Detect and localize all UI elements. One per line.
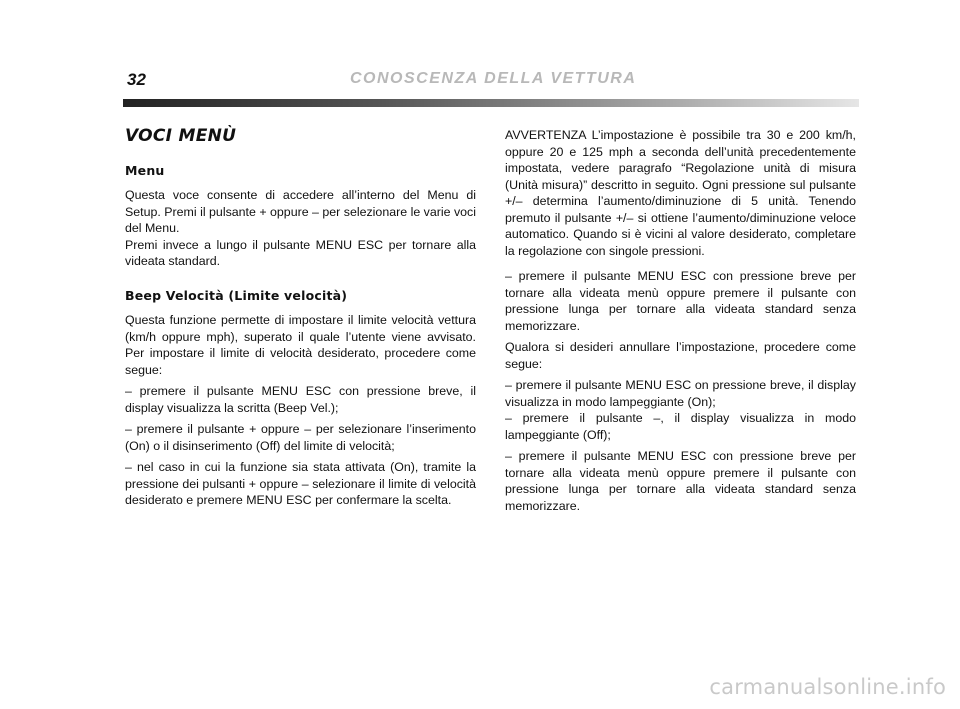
left-column xyxy=(125,124,476,514)
right-paragraph-1: – premere il pulsante MENU ESC con pressione breve per tornare alla videata menù oppure premere il pulsante con pressione lunga per tornare alla videata standard senza memorizzare. xyxy=(505,269,856,333)
menu-heading: Menu xyxy=(125,162,165,178)
section-title: VOCI MENÙ xyxy=(125,126,237,146)
watermark: carmanualsonline.info xyxy=(709,675,946,699)
menu-paragraph-2: Premi invece a lungo il pulsante MENU ESC per tornare alla videata standard. xyxy=(125,237,476,268)
page-number: 32 xyxy=(127,70,146,89)
right-paragraph-2: Qualora si desideri annullare l’impostazione, procedere come segue: xyxy=(505,340,856,371)
beep-paragraph-4: – nel caso in cui la funzione sia stata attivata (On), tramite la pressione dei pulsanti + oppure – selezionare il limite di velocità desiderato e premere MENU ESC per confermare la scelta. xyxy=(125,460,476,507)
running-head: CONOSCENZA DELLA VETTURA xyxy=(350,70,637,87)
menu-paragraph-1: Questa voce consente di accedere all’interno del Menu di Setup. Premi il pulsante + oppure – per selezionare le varie voci del Menu. xyxy=(125,188,476,235)
beep-paragraph-1: Questa funzione permette di impostare il limite velocità vettura (km/h oppure mph), superato il quale l’utente viene avvisato. Per impostare il limite di velocità desiderato, procedere come segue: xyxy=(125,313,476,377)
warning-paragraph: AVVERTENZA L’impostazione è possibile tra 30 e 200 km/h, oppure 20 e 125 mph a seconda dell’unità precedentemente impostata, vedere paragrafo “Regolazione unità di misura (Unità misura)” descritto in seguito. Ogni pressione sul pulsante +/– determina l’aumento/diminuzione di 5 unità. Tenendo premuto il pulsante +/– si ottiene l’aumento/diminuzione veloce automatico. Quando si è vicini al valore desiderato, completare la regolazione con singole pressioni. xyxy=(505,128,856,258)
beep-paragraph-3: – premere il pulsante + oppure – per selezionare l’inserimento (On) o il disinserimento (Off) del limite di velocità; xyxy=(125,422,476,453)
right-paragraph-4: – premere il pulsante –, il display visualizza in modo lampeggiante (Off); xyxy=(505,411,856,442)
beep-paragraph-2: – premere il pulsante MENU ESC con pressione breve, il display visualizza la scritta (Beep Vel.); xyxy=(125,384,476,415)
right-paragraph-3: – premere il pulsante MENU ESC on pressione breve, il display visualizza in modo lampeggiante (On); xyxy=(505,378,856,409)
right-paragraph-5: – premere il pulsante MENU ESC con pressione breve per tornare alla videata menù oppure premere il pulsante con pressione lunga per tornare alla videata standard senza memorizzare. xyxy=(505,449,856,513)
right-column xyxy=(505,127,856,519)
header-rule xyxy=(123,99,859,107)
beep-heading: Beep Velocità (Limite velocità) xyxy=(125,287,348,303)
